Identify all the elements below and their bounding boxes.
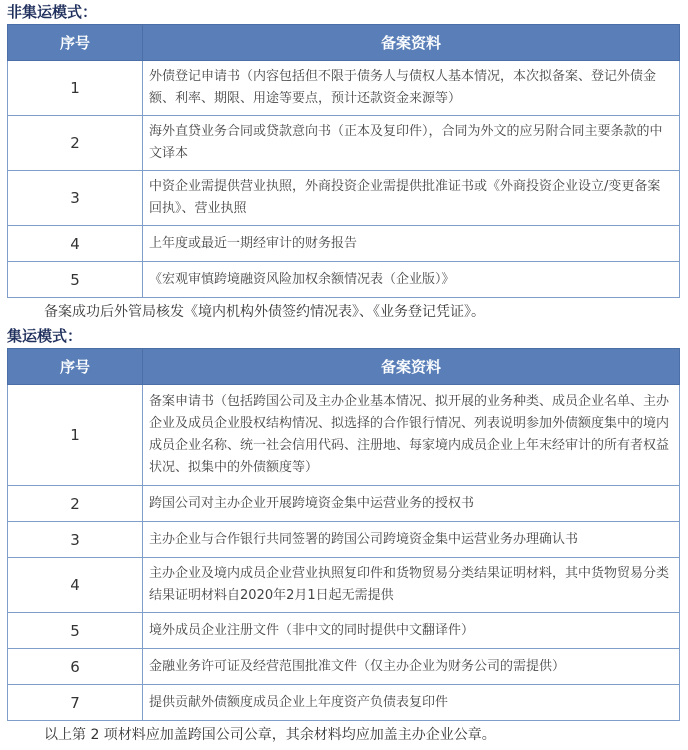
row-number: 7 bbox=[8, 685, 143, 721]
row-document: 境外成员企业注册文件（非中文的同时提供中文翻译件） bbox=[143, 613, 680, 649]
row-number: 3 bbox=[8, 171, 143, 226]
row-document: 中资企业需提供营业执照，外商投资企业需提供批准证书或《外商投资企业设立/变更备案回执》、营业执照 bbox=[143, 171, 680, 226]
row-document: 《宏观审慎跨境融资风险加权余额情况表（企业版）》 bbox=[143, 262, 680, 298]
row-document: 外债登记申请书（内容包括但不限于债务人与债权人基本情况，本次拟备案、登记外债金额、利率、期限、用途等要点，预计还款资金来源等） bbox=[143, 61, 680, 116]
row-document: 跨国公司对主办企业开展跨境资金集中运营业务的授权书 bbox=[143, 486, 680, 522]
table-row bbox=[8, 116, 680, 171]
row-number: 6 bbox=[8, 649, 143, 685]
header-serial-number: 序号 bbox=[8, 25, 143, 61]
header-filing-documents: 备案资料 bbox=[143, 25, 680, 61]
table-row bbox=[8, 385, 680, 486]
table-row bbox=[8, 522, 680, 558]
section-title-non-pooling: 非集运模式： bbox=[7, 3, 98, 21]
table-header-row bbox=[8, 25, 680, 61]
row-number: 1 bbox=[8, 61, 143, 116]
row-document: 主办企业及境内成员企业营业执照复印件和货物贸易分类结果证明材料，其中货物贸易分类结果证明材料自2020年2月1日起无需提供 bbox=[143, 558, 680, 613]
non-pooling-note: 备案成功后外管局核发《境内机构外债签约情况表》、《业务登记凭证》。 bbox=[44, 304, 485, 320]
row-number: 4 bbox=[8, 226, 143, 262]
table-row bbox=[8, 226, 680, 262]
table-row bbox=[8, 262, 680, 298]
header-serial-number: 序号 bbox=[8, 349, 143, 385]
row-document: 备案申请书（包括跨国公司及主办企业基本情况、拟开展的业务种类、成员企业名单、主办企业及成员企业股权结构情况、拟选择的合作银行情况、列表说明参加外债额度集中的境内成员企业名称、统一社会信用代码、注册地、每家境内成员企业上年末经审计的所有者权益状况、拟集中的外债额度等） bbox=[143, 385, 680, 486]
row-document: 上年度或最近一期经审计的财务报告 bbox=[143, 226, 680, 262]
section-title-pooling: 集运模式： bbox=[7, 327, 83, 345]
row-document: 金融业务许可证及经营范围批准文件（仅主办企业为财务公司的需提供） bbox=[143, 649, 680, 685]
table-row bbox=[8, 558, 680, 613]
row-number: 3 bbox=[8, 522, 143, 558]
non-pooling-table bbox=[7, 24, 680, 298]
table-row bbox=[8, 685, 680, 721]
pooling-note: 以上第 2 项材料应加盖跨国公司公章，其余材料均应加盖主办企业公章。 bbox=[44, 727, 496, 743]
table-row bbox=[8, 171, 680, 226]
row-document: 主办企业与合作银行共同签署的跨国公司跨境资金集中运营业务办理确认书 bbox=[143, 522, 680, 558]
header-filing-documents: 备案资料 bbox=[143, 349, 680, 385]
row-number: 4 bbox=[8, 558, 143, 613]
table-row bbox=[8, 613, 680, 649]
row-document: 海外直贷业务合同或贷款意向书（正本及复印件），合同为外文的应另附合同主要条款的中文译本 bbox=[143, 116, 680, 171]
row-number: 2 bbox=[8, 486, 143, 522]
row-document: 提供贡献外债额度成员企业上年度资产负债表复印件 bbox=[143, 685, 680, 721]
table-row bbox=[8, 486, 680, 522]
row-number: 5 bbox=[8, 262, 143, 298]
row-number: 5 bbox=[8, 613, 143, 649]
row-number: 1 bbox=[8, 385, 143, 486]
pooling-table bbox=[7, 348, 680, 721]
table-row bbox=[8, 61, 680, 116]
table-header-row bbox=[8, 349, 680, 385]
table-row bbox=[8, 649, 680, 685]
row-number: 2 bbox=[8, 116, 143, 171]
